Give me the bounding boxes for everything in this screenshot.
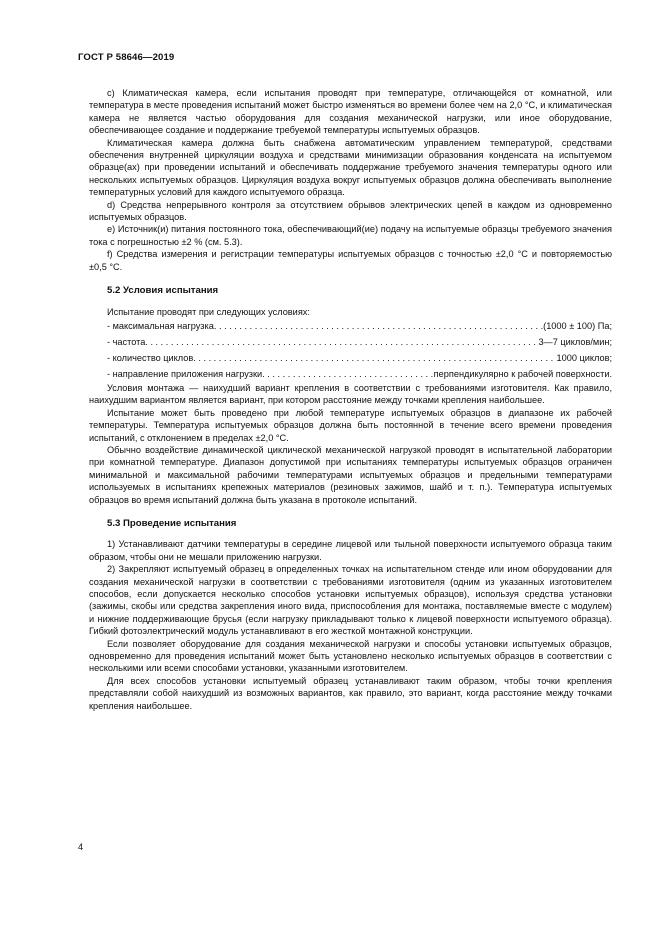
paragraph-multiple-samples: Если позволяет оборудование для создания механической нагрузки и способы установки испытуемых образцов, одновременно для проведения испытаний может быть установлено несколько испытуемых образцов в соответствии с несколькими или всеми способами установки, указанными изготовителем. — [89, 638, 612, 674]
section-heading-5-2: 5.2 Условия испытания — [107, 285, 219, 297]
paragraph-room-temperature: Обычно воздействие динамической циклической механической нагрузкой проводят в испытательной лаборатории при комнатной температуре. Диапазон допустимой при испытаниях температуры испытуемых образцов ограничен минимальной и максимальной рабочими температурами испытуемых образцов и предельными температурами используемых в испытаниях крепежных материалов (резиновых зажимов, шайб и т. п.). Температура испытуемых образцов во время испытаний должна быть указана в протоколе испытаний. — [89, 444, 612, 505]
paragraph-step-2: 2) Закрепляют испытуемый образец в определенных точках на испытательном стенде или ином оборудовании для создания механической нагрузки в соответствии с требованиями изготовителя (одним из указанных изготовителем способов, если допускается несколько способов установки испытуемых образцов), используя средства установки (зажимы, скобы или средства закрепления иного вида, приспособления для монтажа, поставляемые вместе с модулем) и нижние поддерживающие брусья (если нагрузку прикладывают только к лицевой поверхности испытуемого образца). Гибкий фотоэлектрический модуль устанавливают в его жесткой монтажной конструкции. — [89, 564, 612, 637]
page-number: 4 — [78, 842, 84, 852]
paragraph-worst-case-mounting: Для всех способов установки испытуемый образец устанавливают таким образом, чтобы точки крепления представляли собой наихудший из возможных вариантов, как правило, это вариант, когда расстояние между точками крепления наибольшее. — [89, 675, 612, 711]
dot-leader — [262, 366, 433, 382]
document-body — [89, 87, 612, 712]
list-item: - максимальная нагрузка . . . (1000 ± 100) Па; — [89, 318, 612, 334]
paragraph-test-temperature: Испытание может быть проведено при любой температуре испытуемых образцов в диапазоне их рабочей температуры. Температура испытуемых образцов должна быть постоянной в течение всего времени проведения испытаний, с отклонением в пределах ±2,0 °С. — [89, 407, 612, 443]
paragraph-item-c: c) Климатическая камера, если испытания проводят при температуре, отличающейся от комнатной, или температура в месте проведения испытаний может быстро изменяться во времени более чем на 2,0 °С, и климатическая камера не является частью оборудования для создания механической нагрузки, или иное оборудование, обеспечивающее создание и поддержание требуемой температуры испытуемых образцов. — [89, 88, 612, 136]
dot-leader — [193, 350, 556, 366]
conditions-list — [89, 318, 612, 382]
paragraph-item-d: d) Средства непрерывного контроля за отсутствием обрывов электрических цепей в каждом из одновременно испытуемых образцов. — [89, 199, 612, 223]
dot-leader — [145, 334, 538, 350]
list-item: - количество циклов . . . 1000 циклов; — [89, 350, 612, 366]
paragraph-item-e: e) Источник(и) питания постоянного тока, обеспечивающий(ие) подачу на испытуемые образцы требуемого значения тока с погрешностью ±2 % (см. 5.3). — [89, 224, 612, 247]
section-heading-5-3: 5.3 Проведение испытания — [107, 517, 237, 529]
document-header: ГОСТ Р 58646—2019 — [78, 52, 175, 63]
paragraph-item-f: f) Средства измерения и регистрации температуры испытуемых образцов с точностью ±2,0 °С и повторяемостью ±0,5 °С. — [89, 249, 612, 272]
paragraph-climate-chamber: Климатическая камера должна быть снабжена автоматическим управлением температурой, средствами обеспечения внутренней циркуляции воздуха и средствами минимизации образования конденсата на испытуемом образце(ах) при проведении испытаний и обеспечивать поддержание требуемого значения температуры одного или нескольких испытуемых образцов. Циркуляция воздуха вокруг испытуемых образцов должна обеспечивать выполнение температурных условий для каждого испытуемого образца. — [89, 137, 612, 198]
dot-leader — [214, 318, 543, 334]
paragraph-step-1: 1) Устанавливают датчики температуры в середине лицевой или тыльной поверхности испытуемого образца таким образом, чтобы они не мешали приложению нагрузки. — [89, 539, 612, 562]
list-item: - частота . . . 3—7 циклов/мин; — [89, 334, 612, 350]
list-item: - направление приложения нагрузки . . . перпендикулярно к рабочей поверхности. — [89, 366, 612, 382]
conditions-intro: Испытание проводят при следующих условиях: — [107, 306, 310, 317]
paragraph-mounting-conditions: Условия монтажа — наихудший вариант крепления в соответствии с требованиями изготовителя. Как правило, наихудшим вариантом является вариант, при котором расстояние между точками крепления наибольшее. — [89, 382, 612, 406]
